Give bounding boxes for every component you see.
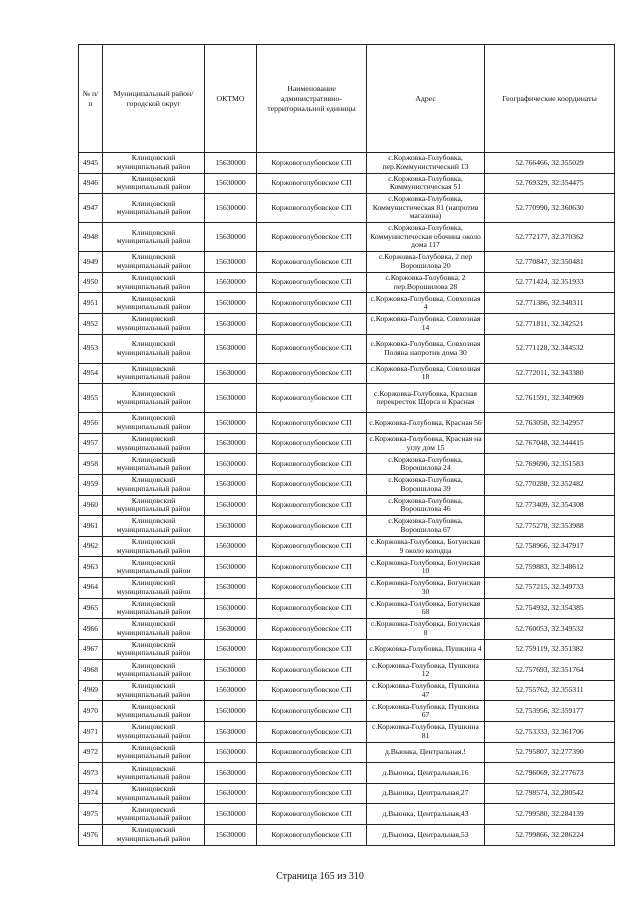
row-number: 4974 (79, 783, 103, 804)
header-address: Адрес (367, 45, 485, 153)
row-municipal: Клинцовский муниципальный район (103, 173, 205, 194)
row-oktmo: 15630000 (205, 272, 257, 293)
row-number: 4961 (79, 516, 103, 537)
row-number: 4963 (79, 557, 103, 578)
row-municipal: Клинцовский муниципальный район (103, 763, 205, 784)
row-address: с.Коржовка-Голубовка, Богунская 8 (367, 619, 485, 640)
table-body (79, 153, 615, 846)
row-number: 4949 (79, 252, 103, 273)
row-coords: 52.771128, 32.344532 (485, 334, 615, 363)
row-municipal: Клинцовский муниципальный район (103, 413, 205, 434)
row-oktmo: 15630000 (205, 313, 257, 334)
row-atu: Коржовоголубовское СП (257, 495, 367, 516)
row-municipal: Клинцовский муниципальный район (103, 313, 205, 334)
row-number: 4957 (79, 433, 103, 454)
row-coords: 52.753333, 32.361706 (485, 722, 615, 743)
row-coords: 52.796069, 32.277673 (485, 763, 615, 784)
row-address: с.Коржовка-Голубовка, Пушкина 81 (367, 722, 485, 743)
table-row (79, 680, 615, 701)
row-municipal: Клинцовский муниципальный район (103, 660, 205, 681)
row-atu: Коржовоголубовское СП (257, 474, 367, 495)
row-atu: Коржовоголубовское СП (257, 293, 367, 314)
row-address: д.Вьюнка, Центральная,! (367, 742, 485, 763)
header-oktmo: ОКТМО (205, 45, 257, 153)
row-address: д.Вьюнка, Центральная,16 (367, 763, 485, 784)
row-municipal: Клинцовский муниципальный район (103, 619, 205, 640)
row-municipal: Клинцовский муниципальный район (103, 516, 205, 537)
page-number: Страница 165 из 310 (276, 871, 364, 882)
row-atu: Коржовоголубовское СП (257, 413, 367, 434)
row-atu: Коржовоголубовское СП (257, 763, 367, 784)
row-address: с.Коржовка-Голубовка, Совхозная Поляна напротив дома 30 (367, 334, 485, 363)
table-row (79, 153, 615, 174)
row-oktmo: 15630000 (205, 433, 257, 454)
row-coords: 52.758966, 32.347917 (485, 536, 615, 557)
row-coords: 52.799580, 32.284139 (485, 804, 615, 825)
row-number: 4960 (79, 495, 103, 516)
row-atu: Коржовоголубовское СП (257, 701, 367, 722)
row-oktmo: 15630000 (205, 557, 257, 578)
row-address: с.Коржовка-Голубовка, Богунская 10 (367, 557, 485, 578)
table-row (79, 334, 615, 363)
row-oktmo: 15630000 (205, 173, 257, 194)
row-oktmo: 15630000 (205, 536, 257, 557)
row-coords: 52.771811, 32.342521 (485, 313, 615, 334)
table-row (79, 363, 615, 384)
row-address: с.Коржовка-Голубовка, Красная перекресток Щорса и Красная (367, 384, 485, 413)
table-row (79, 619, 615, 640)
row-address: с.Коржовка-Голубовка, Коммунистическая 51 (367, 173, 485, 194)
row-address: с.Коржовка-Голубовка, Пушкина 4 (367, 639, 485, 660)
row-oktmo: 15630000 (205, 474, 257, 495)
row-coords: 52.757693, 32.351764 (485, 660, 615, 681)
row-oktmo: 15630000 (205, 783, 257, 804)
locations-table (78, 44, 615, 846)
row-coords: 52.770990, 32.360630 (485, 194, 615, 223)
table-row (79, 384, 615, 413)
row-oktmo: 15630000 (205, 598, 257, 619)
table-row (79, 252, 615, 273)
row-address: с.Коржовка-Голубовка, Совхозная 4 (367, 293, 485, 314)
row-oktmo: 15630000 (205, 619, 257, 640)
row-coords: 52.769329, 32.354475 (485, 173, 615, 194)
row-atu: Коржовоголубовское СП (257, 173, 367, 194)
row-coords: 52.763058, 32.342957 (485, 413, 615, 434)
row-number: 4954 (79, 363, 103, 384)
row-number: 4950 (79, 272, 103, 293)
table-row (79, 516, 615, 537)
table-row (79, 660, 615, 681)
row-atu: Коржовоголубовское СП (257, 153, 367, 174)
table-row (79, 313, 615, 334)
row-number: 4968 (79, 660, 103, 681)
row-number: 4966 (79, 619, 103, 640)
row-atu: Коржовоголубовское СП (257, 536, 367, 557)
row-oktmo: 15630000 (205, 804, 257, 825)
row-municipal: Клинцовский муниципальный район (103, 474, 205, 495)
row-atu: Коржовоголубовское СП (257, 825, 367, 846)
row-coords: 52.759883, 32.348612 (485, 557, 615, 578)
row-atu: Коржовоголубовское СП (257, 783, 367, 804)
row-atu: Коржовоголубовское СП (257, 619, 367, 640)
row-address: с.Коржовка-Голубовка, Ворошилова 46 (367, 495, 485, 516)
row-address: с.Коржовка-Голубовка, 2 пер Ворошилова 20 (367, 252, 485, 273)
row-oktmo: 15630000 (205, 701, 257, 722)
header-municipal: Муниципальный район/городской округ (103, 45, 205, 153)
row-number: 4967 (79, 639, 103, 660)
row-oktmo: 15630000 (205, 660, 257, 681)
row-oktmo: 15630000 (205, 384, 257, 413)
table-row (79, 804, 615, 825)
table-row (79, 639, 615, 660)
row-address: д.Вьюнка, Центральная,53 (367, 825, 485, 846)
row-oktmo: 15630000 (205, 454, 257, 475)
row-oktmo: 15630000 (205, 293, 257, 314)
row-municipal: Клинцовский муниципальный район (103, 783, 205, 804)
row-number: 4976 (79, 825, 103, 846)
row-number: 4971 (79, 722, 103, 743)
row-coords: 52.772011, 32.343380 (485, 363, 615, 384)
row-coords: 52.755762, 32.355311 (485, 680, 615, 701)
table-row (79, 722, 615, 743)
row-address: с.Коржовка-Голубовка, Красная 56 (367, 413, 485, 434)
row-atu: Коржовоголубовское СП (257, 598, 367, 619)
row-address: с.Коржовка-Голубовка, Пушкина 47 (367, 680, 485, 701)
row-address: с.Коржовка-Голубовка, Пушкина 67 (367, 701, 485, 722)
row-municipal: Клинцовский муниципальный район (103, 825, 205, 846)
row-coords: 52.775278, 32.353988 (485, 516, 615, 537)
row-oktmo: 15630000 (205, 223, 257, 252)
row-number: 4955 (79, 384, 103, 413)
row-oktmo: 15630000 (205, 825, 257, 846)
row-address: с.Коржовка-Голубовка, Ворошилова 67 (367, 516, 485, 537)
row-municipal: Клинцовский муниципальный район (103, 495, 205, 516)
row-municipal: Клинцовский муниципальный район (103, 598, 205, 619)
row-oktmo: 15630000 (205, 153, 257, 174)
row-number: 4947 (79, 194, 103, 223)
row-municipal: Клинцовский муниципальный район (103, 557, 205, 578)
row-coords: 52.766466, 32.355029 (485, 153, 615, 174)
row-atu: Коржовоголубовское СП (257, 557, 367, 578)
row-atu: Коржовоголубовское СП (257, 194, 367, 223)
table-row (79, 536, 615, 557)
row-oktmo: 15630000 (205, 516, 257, 537)
header-atu: Наименование административно-территориальной единицы (257, 45, 367, 153)
row-municipal: Клинцовский муниципальный район (103, 363, 205, 384)
row-number: 4946 (79, 173, 103, 194)
row-number: 4969 (79, 680, 103, 701)
row-number: 4951 (79, 293, 103, 314)
row-number: 4972 (79, 742, 103, 763)
row-atu: Коржовоголубовское СП (257, 680, 367, 701)
header-num: № п/п (79, 45, 103, 153)
row-number: 4965 (79, 598, 103, 619)
row-atu: Коржовоголубовское СП (257, 223, 367, 252)
row-atu: Коржовоголубовское СП (257, 363, 367, 384)
row-municipal: Клинцовский муниципальный район (103, 722, 205, 743)
row-address: с.Коржовка-Голубовка, Богунская 68 (367, 598, 485, 619)
table-row (79, 825, 615, 846)
row-oktmo: 15630000 (205, 722, 257, 743)
row-municipal: Клинцовский муниципальный район (103, 252, 205, 273)
table-header-row (79, 45, 615, 153)
table-row (79, 272, 615, 293)
row-municipal: Клинцовский муниципальный район (103, 701, 205, 722)
row-coords: 52.754932, 32.354385 (485, 598, 615, 619)
row-coords: 52.770288, 32.352482 (485, 474, 615, 495)
row-address: с.Коржовка-Голубовка, Совхозная 18 (367, 363, 485, 384)
row-oktmo: 15630000 (205, 763, 257, 784)
row-coords: 52.798574, 32.280542 (485, 783, 615, 804)
row-oktmo: 15630000 (205, 363, 257, 384)
row-address: с.Коржовка-Голубовка, Богунская 9 около колодца (367, 536, 485, 557)
row-atu: Коржовоголубовское СП (257, 384, 367, 413)
row-number: 4970 (79, 701, 103, 722)
row-atu: Коржовоголубовское СП (257, 660, 367, 681)
row-oktmo: 15630000 (205, 680, 257, 701)
row-municipal: Клинцовский муниципальный район (103, 639, 205, 660)
row-coords: 52.767048, 32.344415 (485, 433, 615, 454)
row-coords: 52.795807, 32.277390 (485, 742, 615, 763)
row-municipal: Клинцовский муниципальный район (103, 433, 205, 454)
row-municipal: Клинцовский муниципальный район (103, 742, 205, 763)
row-coords: 52.759119, 32.351382 (485, 639, 615, 660)
row-coords: 52.760053, 32.349532 (485, 619, 615, 640)
row-municipal: Клинцовский муниципальный район (103, 334, 205, 363)
table-row (79, 293, 615, 314)
row-coords: 52.773409, 32.354308 (485, 495, 615, 516)
row-municipal: Клинцовский муниципальный район (103, 454, 205, 475)
row-coords: 52.799866, 32.286224 (485, 825, 615, 846)
row-coords: 52.757215, 32.349733 (485, 577, 615, 598)
table-row (79, 557, 615, 578)
row-number: 4959 (79, 474, 103, 495)
row-municipal: Клинцовский муниципальный район (103, 272, 205, 293)
row-atu: Коржовоголубовское СП (257, 313, 367, 334)
row-atu: Коржовоголубовское СП (257, 516, 367, 537)
row-municipal: Клинцовский муниципальный район (103, 153, 205, 174)
row-address: с.Коржовка-Голубовка, Ворошилова 24 (367, 454, 485, 475)
row-oktmo: 15630000 (205, 413, 257, 434)
table-row (79, 763, 615, 784)
row-number: 4952 (79, 313, 103, 334)
row-atu: Коржовоголубовское СП (257, 252, 367, 273)
table-row (79, 474, 615, 495)
row-address: д.Вьюнка, Центральная,27 (367, 783, 485, 804)
row-municipal: Клинцовский муниципальный район (103, 223, 205, 252)
row-municipal: Клинцовский муниципальный район (103, 194, 205, 223)
table-row (79, 577, 615, 598)
row-number: 4953 (79, 334, 103, 363)
row-atu: Коржовоголубовское СП (257, 804, 367, 825)
row-atu: Коржовоголубовское СП (257, 334, 367, 363)
table-row (79, 173, 615, 194)
row-address: с.Коржовка-Голубовка, Пушкина 12 (367, 660, 485, 681)
row-municipal: Клинцовский муниципальный район (103, 577, 205, 598)
row-oktmo: 15630000 (205, 252, 257, 273)
row-address: с.Коржовка-Голубовка, Красная на углу дом 15 (367, 433, 485, 454)
row-municipal: Клинцовский муниципальный район (103, 804, 205, 825)
row-address: с.Коржовка-Голубовка, Совхозная 14 (367, 313, 485, 334)
table-row (79, 495, 615, 516)
row-oktmo: 15630000 (205, 577, 257, 598)
table-row (79, 454, 615, 475)
row-coords: 52.770847, 32.350481 (485, 252, 615, 273)
row-coords: 52.769690, 32.351583 (485, 454, 615, 475)
row-address: с.Коржовка-Голубовка, Коммунистическая обочина около дома 117 (367, 223, 485, 252)
row-municipal: Клинцовский муниципальный район (103, 293, 205, 314)
row-number: 4964 (79, 577, 103, 598)
row-municipal: Клинцовский муниципальный район (103, 384, 205, 413)
row-atu: Коржовоголубовское СП (257, 454, 367, 475)
row-number: 4945 (79, 153, 103, 174)
row-address: с.Коржовка-Голубовка, Ворошилова 39 (367, 474, 485, 495)
row-address: д.Вьюнка, Центральная,43 (367, 804, 485, 825)
row-atu: Коржовоголубовское СП (257, 577, 367, 598)
row-oktmo: 15630000 (205, 639, 257, 660)
row-oktmo: 15630000 (205, 334, 257, 363)
row-oktmo: 15630000 (205, 742, 257, 763)
row-municipal: Клинцовский муниципальный район (103, 536, 205, 557)
row-atu: Коржовоголубовское СП (257, 272, 367, 293)
row-number: 4973 (79, 763, 103, 784)
row-coords: 52.772177, 32.370362 (485, 223, 615, 252)
header-coords: Географические координаты (485, 45, 615, 153)
table-row (79, 701, 615, 722)
row-number: 4948 (79, 223, 103, 252)
row-address: с.Коржовка-Голубовка, пер.Коммунистический 13 (367, 153, 485, 174)
row-atu: Коржовоголубовское СП (257, 433, 367, 454)
row-address: с.Коржовка-Голубовка, Богунская 30 (367, 577, 485, 598)
table-row (79, 194, 615, 223)
row-number: 4958 (79, 454, 103, 475)
row-municipal: Клинцовский муниципальный район (103, 680, 205, 701)
table-row (79, 783, 615, 804)
row-address: с.Коржовка-Голубовка, 2 пер.Ворошилова 28 (367, 272, 485, 293)
row-atu: Коржовоголубовское СП (257, 639, 367, 660)
table-row (79, 413, 615, 434)
table-row (79, 223, 615, 252)
row-atu: Коржовоголубовское СП (257, 722, 367, 743)
row-address: с.Коржовка-Голубовка, Коммунистическая 81 (напротив магазина) (367, 194, 485, 223)
row-atu: Коржовоголубовское СП (257, 742, 367, 763)
row-coords: 52.771424, 32.351933 (485, 272, 615, 293)
table-row (79, 598, 615, 619)
row-coords: 52.761591, 32.340969 (485, 384, 615, 413)
table-row (79, 742, 615, 763)
row-number: 4975 (79, 804, 103, 825)
row-number: 4956 (79, 413, 103, 434)
row-coords: 52.771386, 32.340311 (485, 293, 615, 314)
row-coords: 52.753956, 32.359177 (485, 701, 615, 722)
row-oktmo: 15630000 (205, 194, 257, 223)
table-row (79, 433, 615, 454)
row-oktmo: 15630000 (205, 495, 257, 516)
row-number: 4962 (79, 536, 103, 557)
